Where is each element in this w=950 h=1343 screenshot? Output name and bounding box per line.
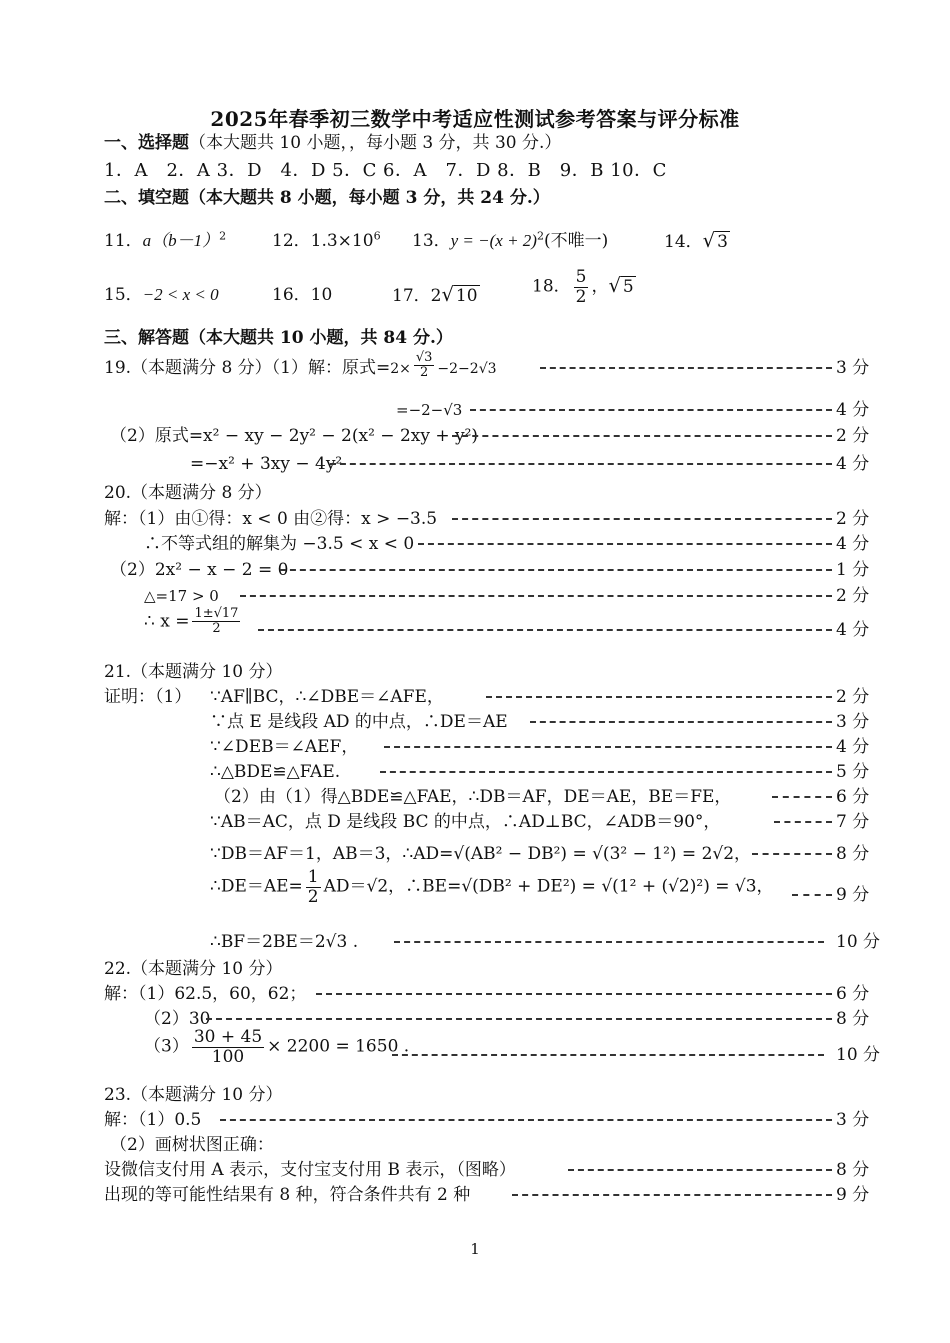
q21-header-text: 21.（本题满分 10 分） xyxy=(104,662,283,682)
q11-value: a（b－1） xyxy=(142,231,220,250)
section-fill-title: 二、填空题（本大题共 8 小题，每小题 3 分，共 24 分.） xyxy=(104,188,550,208)
q23-line2 xyxy=(0,1132,950,1158)
q22-header xyxy=(0,956,950,982)
q13-exponent: 2 xyxy=(536,229,544,243)
q20-header xyxy=(0,480,950,506)
q16-number: 16． xyxy=(272,285,311,305)
q11-number: 11． xyxy=(104,231,143,251)
q20-fraction-den: 2 xyxy=(212,621,221,637)
q18-separator: ， xyxy=(591,276,609,297)
q22-line3 xyxy=(0,1027,950,1068)
q19-line1-text xyxy=(104,349,497,382)
score-label: 4 分 xyxy=(836,534,870,554)
page-title: 2025年春季初三数学中考适应性测试参考答案与评分标准 xyxy=(210,107,740,131)
q20-line1 xyxy=(0,506,950,532)
score-label: 10 分 xyxy=(836,1045,881,1065)
answer-15 xyxy=(104,282,219,308)
score-label: 8 分 xyxy=(836,1160,870,1180)
score-leader xyxy=(512,1194,832,1196)
q21-line7 xyxy=(0,841,950,867)
q21-line3-text: ∵∠DEB＝∠AEF， xyxy=(210,737,359,757)
score-label: 1 分 xyxy=(836,560,870,580)
page-number: 1 xyxy=(470,1240,480,1258)
q23-line1-text: 解：（1）0.5 xyxy=(104,1110,202,1130)
score-leader xyxy=(380,771,832,773)
score-label: 4 分 xyxy=(836,737,870,757)
section-fill-header xyxy=(0,185,950,211)
q11-exponent: 2 xyxy=(219,229,227,243)
q22-line2-text: （2）30 xyxy=(144,1009,211,1029)
score-label: 2 分 xyxy=(836,586,870,606)
score-label: 4 分 xyxy=(836,454,870,474)
q21-line6 xyxy=(0,809,950,835)
section-solve-title: 三、解答题（本大题共 10 小题，共 84 分.） xyxy=(104,328,453,348)
section-choice-note: （本大题共 10 小题，，每小题 3 分，共 30 分.） xyxy=(189,133,562,153)
score-label: 3 分 xyxy=(836,358,870,378)
q19-header: 19.（本题满分 8 分）（1）解：原式= xyxy=(104,358,391,378)
q22-line2 xyxy=(0,1006,950,1032)
q21-line2-text: ∵点 E 是线段 AD 的中点，∴DE＝AE xyxy=(210,712,508,732)
score-label: 3 分 xyxy=(836,1110,870,1130)
q18-radicand: 5 xyxy=(622,276,634,297)
q22-header-text: 22.（本题满分 10 分） xyxy=(104,959,283,979)
q22-fraction-top: 30 + 45 xyxy=(193,1027,263,1047)
q23-line4 xyxy=(0,1182,950,1208)
q19-expr-a: 2× xyxy=(390,361,411,377)
score-leader xyxy=(384,746,832,748)
q15-value: −2 < x < 0 xyxy=(142,285,219,304)
q23-line1 xyxy=(0,1107,950,1133)
q23-header xyxy=(0,1082,950,1108)
q22-fraction xyxy=(192,1028,264,1066)
score-leader xyxy=(316,993,832,995)
section-solve-header xyxy=(0,325,950,351)
q17-coefficient: 2 xyxy=(430,286,442,306)
q21-proof-label: 证明：（1） xyxy=(104,687,192,707)
q20-line4 xyxy=(0,583,950,609)
answer-13 xyxy=(412,228,608,254)
q20-fraction-top: 1±√17 xyxy=(194,606,239,621)
q19-fraction xyxy=(414,351,435,381)
q21-line9-text: ∴BF＝2BE＝2√3 . xyxy=(210,932,359,952)
answer-18 xyxy=(532,268,636,306)
score-label: 2 分 xyxy=(836,509,870,529)
score-leader xyxy=(470,409,832,411)
score-label: 3 分 xyxy=(836,712,870,732)
q22-line3-text xyxy=(144,1028,409,1066)
q12-number: 12． xyxy=(272,231,311,251)
q19-expr-b: −2−2√3 xyxy=(437,361,497,377)
q21-line8-a: ∴DE＝AE= xyxy=(210,876,303,897)
q21-line5 xyxy=(0,784,950,810)
score-label: 2 分 xyxy=(836,426,870,446)
score-leader xyxy=(792,894,832,896)
fill-answers-row1 xyxy=(0,228,950,254)
q18-number: 18． xyxy=(532,276,571,297)
score-leader xyxy=(774,821,832,823)
q15-number: 15． xyxy=(104,285,143,305)
choice-answer-list: 1．A 2．A 3．D 4．D 5．C 6．A 7．D 8．B 9．B 10．C xyxy=(104,160,667,181)
q21-line2 xyxy=(0,709,950,735)
q12-value: 1.3×10 xyxy=(310,231,374,251)
score-leader xyxy=(394,941,824,943)
score-label: 6 分 xyxy=(836,787,870,807)
score-label: 7 分 xyxy=(836,812,870,832)
q21-line4-text: ∴△BDE≌△FAE. xyxy=(210,762,341,782)
score-label: 6 分 xyxy=(836,984,870,1004)
score-label: 9 分 xyxy=(836,885,870,905)
q23-line2-text: （2）画树状图正确： xyxy=(110,1135,274,1155)
score-label: 4 分 xyxy=(836,400,870,420)
q20-line1-text: 解：（1）由①得：x < 0 由②得：x > −3.5 xyxy=(104,509,438,529)
q22-line3-a: （3） xyxy=(144,1036,189,1057)
q23-line4-text: 出现的等可能性结果有 8 种，符合条件共有 2 种 xyxy=(104,1185,471,1205)
answer-12 xyxy=(272,228,381,254)
q13-number: 13． xyxy=(412,231,451,251)
q20-fraction xyxy=(192,607,240,637)
q21-line5-text: （2）由（1）得△BDE≌△FAE，∴DB＝AF，DE＝AE，BE＝FE， xyxy=(214,787,732,807)
section-choice-title: 一、选择题 xyxy=(104,133,189,153)
q21-fraction-den: 2 xyxy=(307,886,319,907)
q23-line3-text: 设微信支付用 A 表示，支付宝支付用 B 表示，（图略） xyxy=(104,1160,516,1180)
q22-line3-b: × 2200 = 1650 . xyxy=(267,1036,410,1057)
q22-line1-text: 解：（1）62.5，60，62； xyxy=(104,984,307,1004)
q21-fraction xyxy=(306,868,321,906)
score-leader xyxy=(258,629,832,631)
q20-header-text: 20.（本题满分 8 分） xyxy=(104,483,272,503)
q12-exponent: 6 xyxy=(373,229,381,243)
answer-11 xyxy=(104,228,226,254)
q19-line3 xyxy=(0,423,950,449)
score-leader xyxy=(772,796,832,798)
q22-line1 xyxy=(0,981,950,1007)
score-leader xyxy=(240,595,832,597)
q19-line3-text: （2）原式=x² − xy − 2y² − 2(x² − 2xy + y²) xyxy=(110,426,479,446)
q19-line4-text: =−x² + 3xy − 4y² xyxy=(190,454,343,474)
q14-number: 14． xyxy=(664,232,703,252)
q23-header-text: 23.（本题满分 10 分） xyxy=(104,1085,283,1105)
q20-line3 xyxy=(0,557,950,583)
answer-14 xyxy=(664,228,730,255)
score-leader xyxy=(752,853,832,855)
q23-line3 xyxy=(0,1157,950,1183)
q20-line2 xyxy=(0,531,950,557)
score-label: 10 分 xyxy=(836,932,881,952)
q20-line5-text xyxy=(144,607,243,637)
score-leader xyxy=(530,721,832,723)
score-leader xyxy=(452,435,832,437)
q21-line8 xyxy=(0,867,950,908)
q19-line2 xyxy=(0,397,950,423)
section-choice-header xyxy=(0,130,950,156)
q21-line1 xyxy=(0,684,950,710)
score-label: 2 分 xyxy=(836,687,870,707)
answer-16 xyxy=(272,282,332,308)
q21-line6-text: ∵AB＝AC，点 D 是线段 BC 的中点，∴AD⊥BC，∠ADB＝90°， xyxy=(210,812,721,832)
score-leader xyxy=(486,696,832,698)
answer-17 xyxy=(392,282,480,309)
score-label: 9 分 xyxy=(836,1185,870,1205)
q21-fraction-top: 1 xyxy=(307,867,319,887)
score-leader xyxy=(568,1169,832,1171)
q14-sqrt: √ 3 xyxy=(702,229,728,252)
q21-line8-b: AD＝√2，∴BE=√(DB² + DE²) = √(1² + (√2)²) = √3， xyxy=(323,876,774,897)
q21-line9 xyxy=(0,929,950,955)
q16-value: 10 xyxy=(310,285,333,305)
score-leader xyxy=(452,518,832,520)
q19-fraction-den: 2 xyxy=(420,365,429,380)
q20-expr-prefix: ∴ x = xyxy=(144,611,190,632)
fill-answers-row2 xyxy=(0,267,950,308)
q20-line2-text: ∴不等式组的解集为 −3.5 < x < 0 xyxy=(144,534,415,554)
q17-sqrt: √ 10 xyxy=(441,283,478,306)
q19-line4 xyxy=(0,451,950,477)
q21-line4 xyxy=(0,759,950,785)
score-label: 8 分 xyxy=(836,1009,870,1029)
score-leader xyxy=(330,463,832,465)
q18-denominator: 2 xyxy=(575,286,587,307)
choice-answers xyxy=(0,158,950,184)
q21-line1-text: ∵AF∥BC，∴∠DBE＝∠AFE， xyxy=(210,687,444,707)
score-leader xyxy=(392,1054,824,1056)
q21-line7-text: ∵DB＝AF＝1，AB＝3，∴AD=√(AB² − DB²) = √(3² − 1²) = 2√2， xyxy=(210,844,752,864)
q17-radicand: 10 xyxy=(455,286,478,306)
q19-line2-text: =−2−√3 xyxy=(396,401,463,419)
q22-fraction-den: 100 xyxy=(211,1046,245,1067)
q21-header xyxy=(0,659,950,685)
q21-line3 xyxy=(0,734,950,760)
score-leader xyxy=(220,1119,832,1121)
q13-note: (不唯一) xyxy=(544,231,609,251)
q19-fraction-top: √3 xyxy=(415,349,433,365)
score-leader xyxy=(418,543,832,545)
q20-line3-text: （2）2x² − x − 2 = 0 xyxy=(110,560,289,580)
score-label: 4 分 xyxy=(836,620,870,640)
q19-line1 xyxy=(0,349,950,381)
q13-value: y = −(x + 2) xyxy=(450,231,537,250)
score-leader xyxy=(540,367,832,369)
q18-numerator: 5 xyxy=(575,267,587,287)
score-leader xyxy=(206,1018,832,1020)
q14-radicand: 3 xyxy=(717,232,728,252)
q18-sqrt: √ 5 xyxy=(608,273,634,297)
score-label: 5 分 xyxy=(836,762,870,782)
score-leader xyxy=(280,569,832,571)
q17-number: 17． xyxy=(392,286,431,306)
score-label: 8 分 xyxy=(836,844,870,864)
q21-line8-text xyxy=(210,868,774,906)
q18-fraction xyxy=(574,268,589,306)
q20-line4-text: △=17 > 0 xyxy=(144,587,219,605)
